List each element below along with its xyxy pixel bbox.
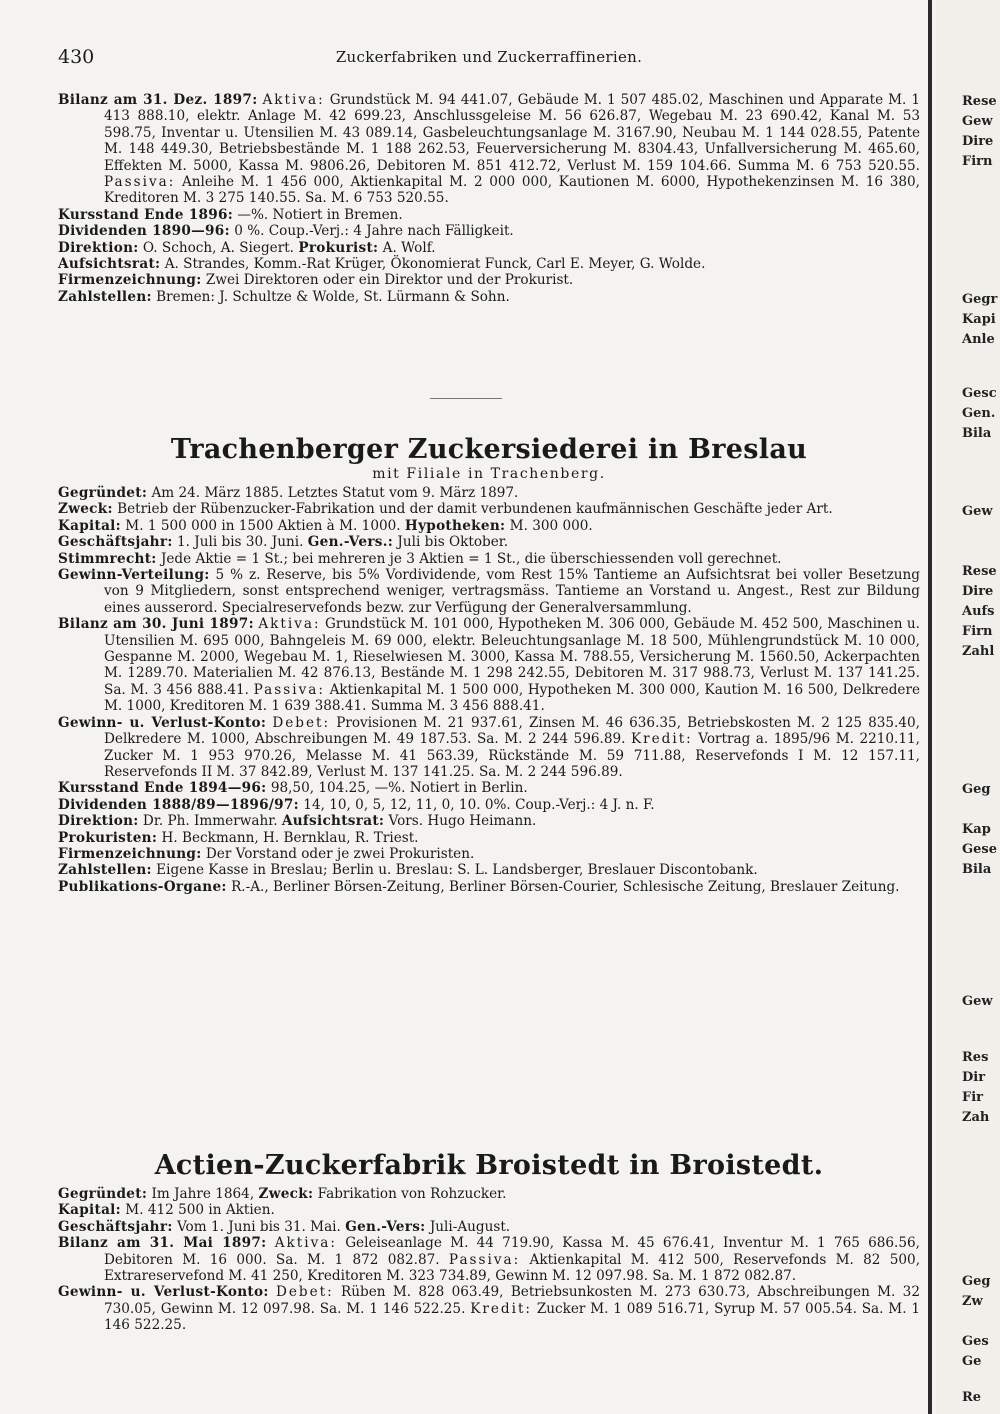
- kapital-label: Kapital:: [58, 517, 121, 534]
- zahlstellen-value: Eigene Kasse in Breslau; Berlin u. Breslau: S. L. Landsberger, Breslauer Discontobank.: [156, 862, 758, 879]
- zweck-value: Fabrikation von Rohzucker.: [317, 1186, 507, 1202]
- guv-debet: Provisionen M. 21 937.61, Zinsen M. 46 636.35, Betriebskosten M. 2 125 835.40, Delkredere M. 1000, Abschreibungen M. 49 187.53. Sa. M. 2 244 596.89.: [104, 714, 920, 748]
- stimmrecht-label: Stimmrecht:: [58, 550, 157, 567]
- dividenden-label: Dividenden 1888/89—1896/97:: [58, 796, 299, 813]
- passiva-word: Passiva:: [448, 1251, 521, 1268]
- gewinnverteilung-value: 5 % z. Reserve, bis 5% Vordividende, vom Rest 15% Tantieme an Aufsichtsrat bei voller Besetzung von 9 Mitgliedern, sonst entsprechend weniger, vertragsmäss. Tantieme an Vorstand u. Angest., Rest zur Bildung eines ausserord. Specialreservefonds bezw. zur Verfügung der Generalversammlung.: [104, 567, 920, 616]
- neighbor-fragment: Rese: [962, 564, 997, 579]
- kursstand-value: 98,50, 104.25, —%. Notiert in Berlin.: [270, 780, 528, 797]
- gegruendet-value: Am 24. März 1885. Letztes Statut vom 9. März 1897.: [151, 485, 519, 501]
- kursstand-line: [58, 780, 920, 796]
- firmenzeichnung-value: Der Vorstand oder je zwei Prokuristen.: [205, 845, 475, 862]
- geschaeftsjahr-line: [58, 534, 920, 550]
- bilanz-passiva: Anleihe M. 1 456 000, Aktienkapital M. 2 000 000, Kautionen M. 6000, Hypothekenzinsen M. 16 380, Kreditoren M. 3 275 140.55. Sa. M. 6 753 520.55.: [104, 174, 920, 207]
- guv-paragraph: [58, 1284, 920, 1333]
- neighbor-fragment: Bila: [962, 862, 992, 877]
- company-title: Actien-Zuckerfabrik Broistedt in Broistedt.: [154, 1150, 824, 1181]
- page-header: [58, 46, 920, 70]
- geschaeftsjahr-value: 1. Juli bis 30. Juni.: [176, 534, 304, 551]
- gegruendet-value: Im Jahre 1864,: [151, 1186, 255, 1202]
- publikation-line: [58, 879, 920, 895]
- adjacent-page-fragment: [936, 0, 1000, 1414]
- page-number: 430: [58, 46, 95, 68]
- neighbor-fragment: Zah: [962, 1110, 990, 1125]
- neighbor-fragment: Firn: [962, 624, 993, 639]
- firmenzeichnung-label: Firmenzeichnung:: [58, 845, 202, 862]
- neighbor-fragment: Rese: [962, 94, 997, 109]
- stimmrecht-line: [58, 551, 920, 567]
- zweck-label: Zweck:: [258, 1186, 314, 1202]
- genvers-label: Gen.-Vers:: [345, 1218, 426, 1235]
- bilanz-label: Bilanz am 31. Dez. 1897:: [58, 92, 258, 108]
- firmenzeichnung-line: [58, 846, 920, 862]
- page-gutter: [928, 0, 932, 1414]
- direktion-value: O. Schoch, A. Siegert.: [142, 239, 294, 256]
- running-title: Zuckerfabriken und Zuckerraffinerien.: [335, 48, 643, 66]
- genvers-label: Gen.-Vers.:: [307, 534, 394, 551]
- section-divider: [430, 398, 502, 399]
- direktion-line: [58, 240, 920, 256]
- neighbor-fragment: Zahl: [962, 644, 995, 659]
- kursstand-value: —%. Notiert in Bremen.: [237, 206, 403, 223]
- direktion-line: [58, 813, 920, 829]
- neighbor-fragment: Geg: [962, 1274, 991, 1289]
- kapital-line: [58, 518, 920, 534]
- prokurist-label: Prokurist:: [298, 239, 379, 256]
- gegruendet-line: [58, 485, 920, 501]
- bilanz-paragraph: [58, 92, 920, 207]
- gewinnverteilung-label: Gewinn-Verteilung:: [58, 567, 210, 584]
- firmenzeichnung-label: Firmenzeichnung:: [58, 272, 202, 289]
- bilanz-label: Bilanz am 30. Juni 1897:: [58, 616, 254, 633]
- passiva-word: Passiva:: [253, 681, 325, 698]
- prokuristen-value: H. Beckmann, H. Bernklau, R. Triest.: [161, 829, 419, 846]
- gegruendet-line: [58, 1186, 920, 1202]
- genvers-value: Juli-August.: [429, 1218, 511, 1235]
- bilanz-passiva: Aktienkapital M. 412 500, Reservefonds M. 82 500, Extrareservefond M. 41 250, Kreditoren M. 323 734.89, Gewinn M. 12 097.98. Sa. M. 1 872 082.87.: [104, 1251, 921, 1285]
- dividenden-value: 0 %. Coup.-Verj.: 4 Jahre nach Fälligkeit.: [234, 223, 514, 240]
- guv-label: Gewinn- u. Verlust-Konto:: [58, 1284, 269, 1301]
- zahlstellen-label: Zahlstellen:: [58, 862, 152, 879]
- zweck-value: Betrieb der Rübenzucker-Fabrikation und der damit verbundenen kaufmännischen Geschäfte jeder Art.: [117, 501, 833, 518]
- gewinnverteilung-line: [58, 567, 920, 616]
- bilanz-aktiva: Grundstück M. 94 441.07, Gebäude M. 1 507 485.02, Maschinen und Apparate M. 1 413 888.10, elektr. Anlage M. 42 699.23, Anschlussgeleise M. 56 626.87, Wegebau M. 23 690.42, Kanal M. 53 598.75, Inventar u. Utensilien M. 43 089.14, Gasbeleuchtungsanlage M. 3167.90, Neubau M. 1 144 028.55, Patente M. 148 449.30, Betriebsbestände M. 1 188 262.53, Feuerversicherung M. 8304.43, Unfallversicherung M. 465.60, Effekten M. 5000, Kassa M. 9806.26, Debitoren M. 851 412.72, Verlust M. 159 104.66. Summa M. 6 753 520.55.: [104, 92, 920, 174]
- kapital-label: Kapital:: [58, 1202, 121, 1219]
- neighbor-fragment: Res: [962, 1050, 989, 1065]
- hypotheken-value: M. 300 000.: [509, 517, 593, 534]
- prokuristen-line: [58, 830, 920, 846]
- firmenzeichnung-value: Zwei Direktoren oder ein Direktor und der Prokurist.: [205, 272, 574, 289]
- bilanz-label: Bilanz am 31. Mai 1897:: [58, 1235, 267, 1252]
- company-title: Trachenberger Zuckersiederei in Breslau: [170, 434, 808, 465]
- neighbor-fragment: Geg: [962, 782, 991, 797]
- guv-kredit: Vortrag a. 1895/96 M. 2210.11, Zucker M. 1 953 970.26, Melasse M. 41 563.39, Rückstände M. 59 711.88, Reservefonds I M. 12 157.11, Reservefonds II M. 37 842.89, Verlust M. 137 141.25. Sa. M. 2 244 596.89.: [104, 731, 920, 780]
- firmenzeichnung-line: [58, 272, 920, 288]
- neighbor-fragment: Kap: [962, 822, 991, 837]
- neighbor-fragment: Firn: [962, 154, 993, 169]
- neighbor-fragment: Gew: [962, 114, 993, 129]
- kursstand-line: [58, 207, 920, 223]
- passiva-word: Passiva:: [104, 174, 176, 191]
- company-subtitle: mit Filiale in Trachenberg.: [372, 466, 606, 482]
- hypotheken-label: Hypotheken:: [404, 517, 506, 534]
- gegruendet-label: Gegründet:: [58, 1186, 148, 1202]
- publikation-label: Publikations-Organe:: [58, 878, 227, 895]
- guv-paragraph: [58, 715, 920, 781]
- direktion-label: Direktion:: [58, 813, 139, 830]
- direktion-value: Dr. Ph. Immerwahr.: [142, 813, 278, 830]
- zahlstellen-label: Zahlstellen:: [58, 288, 152, 305]
- zweck-label: Zweck:: [58, 501, 113, 518]
- neighbor-fragment: Gesc: [962, 386, 997, 401]
- aufsichtsrat-value: A. Strandes, Komm.-Rat Krüger, Ökonomierat Funck, Carl E. Meyer, G. Wolde.: [164, 256, 706, 273]
- bilanz-aktiva: Geleiseanlage M. 44 719.90, Kassa M. 45 676.41, Inventur M. 1 765 686.56, Debitoren M. 16 000. Sa. M. 1 872 082.87.: [104, 1235, 920, 1268]
- neighbor-fragment: Zw: [962, 1294, 983, 1309]
- neighbor-fragment: Aufs: [962, 604, 995, 619]
- dividenden-value: 14, 10, 0, 5, 12, 11, 0, 10. 0%. Coup.-Verj.: 4 J. n. F.: [303, 796, 655, 813]
- neighbor-fragment: Anle: [962, 332, 995, 347]
- neighbor-fragment: Dir: [962, 1070, 986, 1085]
- prokuristen-label: Prokuristen:: [58, 829, 158, 846]
- bilanz-aktiva: Grundstück M. 101 000, Hypotheken M. 306 000, Gebäude M. 452 500, Maschinen u. Utensilien M. 695 000, Bahngeleis M. 69 000, elektr. Beleuchtungsanlage M. 18 500, Mühlengrundstück M. 10 000, Gespanne M. 2000, Wegebau M. 1, Rieselwiesen M. 3000, Kassa M. 788.55, Versicherung M. 1560.50, Ackerpachten M. 1289.70. Materialien M. 42 876.13, Bestände M. 1 298 242.55, Debitoren M. 317 988.73, Verlust M. 137 141.25. Sa. M. 3 456 888.41.: [104, 616, 920, 698]
- bilanz-paragraph: [58, 616, 920, 714]
- neighbor-fragment: Gew: [962, 504, 993, 519]
- bilanz-paragraph: [58, 1235, 920, 1284]
- guv-label: Gewinn- u. Verlust-Konto:: [58, 714, 267, 731]
- aufsichtsrat-label: Aufsichtsrat:: [58, 256, 161, 273]
- neighbor-fragment: Gegr: [962, 292, 998, 307]
- gegruendet-label: Gegründet:: [58, 485, 148, 501]
- neighbor-fragment: Gese: [962, 842, 997, 857]
- geschaeftsjahr-label: Geschäftsjahr:: [58, 1218, 173, 1235]
- neighbor-fragment: Gew: [962, 994, 993, 1009]
- geschaeftsjahr-label: Geschäftsjahr:: [58, 534, 173, 551]
- kredit-word: Kredit:: [630, 731, 693, 748]
- aufsichtsrat-label: Aufsichtsrat:: [281, 813, 385, 830]
- kapital-value: M. 412 500 in Aktien.: [125, 1202, 275, 1219]
- zweck-line: [58, 501, 920, 517]
- debet-word: Debet:: [275, 1284, 334, 1301]
- neighbor-fragment: Re: [962, 1390, 982, 1405]
- neighbor-fragment: Gen.: [962, 406, 996, 421]
- aktiva-word: Aktiva:: [262, 92, 325, 108]
- publikation-value: R.-A., Berliner Börsen-Zeitung, Berliner Börsen-Courier, Schlesische Zeitung, Breslauer Zeitung.: [231, 878, 900, 895]
- zahlstellen-line: [58, 289, 920, 305]
- prokurist-value: A. Wolf.: [382, 239, 436, 256]
- aufsichtsrat-value: Vors. Hugo Heimann.: [388, 813, 537, 830]
- kapital-value: M. 1 500 000 in 1500 Aktien à M. 1000.: [125, 517, 401, 534]
- kursstand-label: Kursstand Ende 1894—96:: [58, 780, 267, 797]
- aktiva-word: Aktiva:: [274, 1235, 337, 1252]
- dividenden-line: [58, 223, 920, 239]
- entry-broistedt: [58, 1150, 920, 1334]
- geschaeftsjahr-line: [58, 1219, 920, 1235]
- entry-continued: [58, 92, 920, 305]
- neighbor-fragment: Kapi: [962, 312, 996, 327]
- direktion-label: Direktion:: [58, 239, 139, 256]
- kapital-line: [58, 1202, 920, 1218]
- bilanz-passiva: Aktienkapital M. 1 500 000, Hypotheken M. 300 000, Kaution M. 16 500, Delkredere M. 1000, Kreditoren M. 1 639 388.41. Summa M. 3 456 888.41.: [104, 681, 920, 715]
- kursstand-label: Kursstand Ende 1896:: [58, 206, 234, 223]
- entry-trachenberger: [58, 434, 920, 895]
- neighbor-fragment: Fir: [962, 1090, 984, 1105]
- aufsichtsrat-line: [58, 256, 920, 272]
- neighbor-fragment: Dire: [962, 134, 994, 149]
- neighbor-fragment: Bila: [962, 426, 992, 441]
- guv-debet: Rüben M. 828 063.49, Betriebsunkosten M. 273 630.73, Abschreibungen M. 32 730.05, Gewinn M. 12 097.98. Sa. M. 1 146 522.25.: [104, 1284, 920, 1317]
- aktiva-word: Aktiva:: [258, 616, 321, 633]
- stimmrecht-value: Jede Aktie = 1 St.; bei mehreren je 3 Aktien = 1 St., die überschiessenden voll gerechnet.: [160, 550, 782, 567]
- neighbor-fragment: Ge: [962, 1354, 982, 1369]
- zahlstellen-value: Bremen: J. Schultze & Wolde, St. Lürmann & Sohn.: [156, 288, 510, 305]
- kredit-word: Kredit:: [470, 1300, 533, 1317]
- dividenden-label: Dividenden 1890—96:: [58, 223, 230, 240]
- guv-kredit: Zucker M. 1 089 516.71, Syrup M. 57 005.54. Sa. M. 1 146 522.25.: [104, 1300, 920, 1334]
- neighbor-fragment: Ges: [962, 1334, 989, 1349]
- dividenden-line: [58, 797, 920, 813]
- genvers-value: Juli bis Oktober.: [397, 534, 509, 551]
- geschaeftsjahr-value: Vom 1. Juni bis 31. Mai.: [176, 1218, 341, 1235]
- neighbor-fragment: Dire: [962, 584, 994, 599]
- debet-word: Debet:: [272, 714, 331, 731]
- zahlstellen-line: [58, 862, 920, 878]
